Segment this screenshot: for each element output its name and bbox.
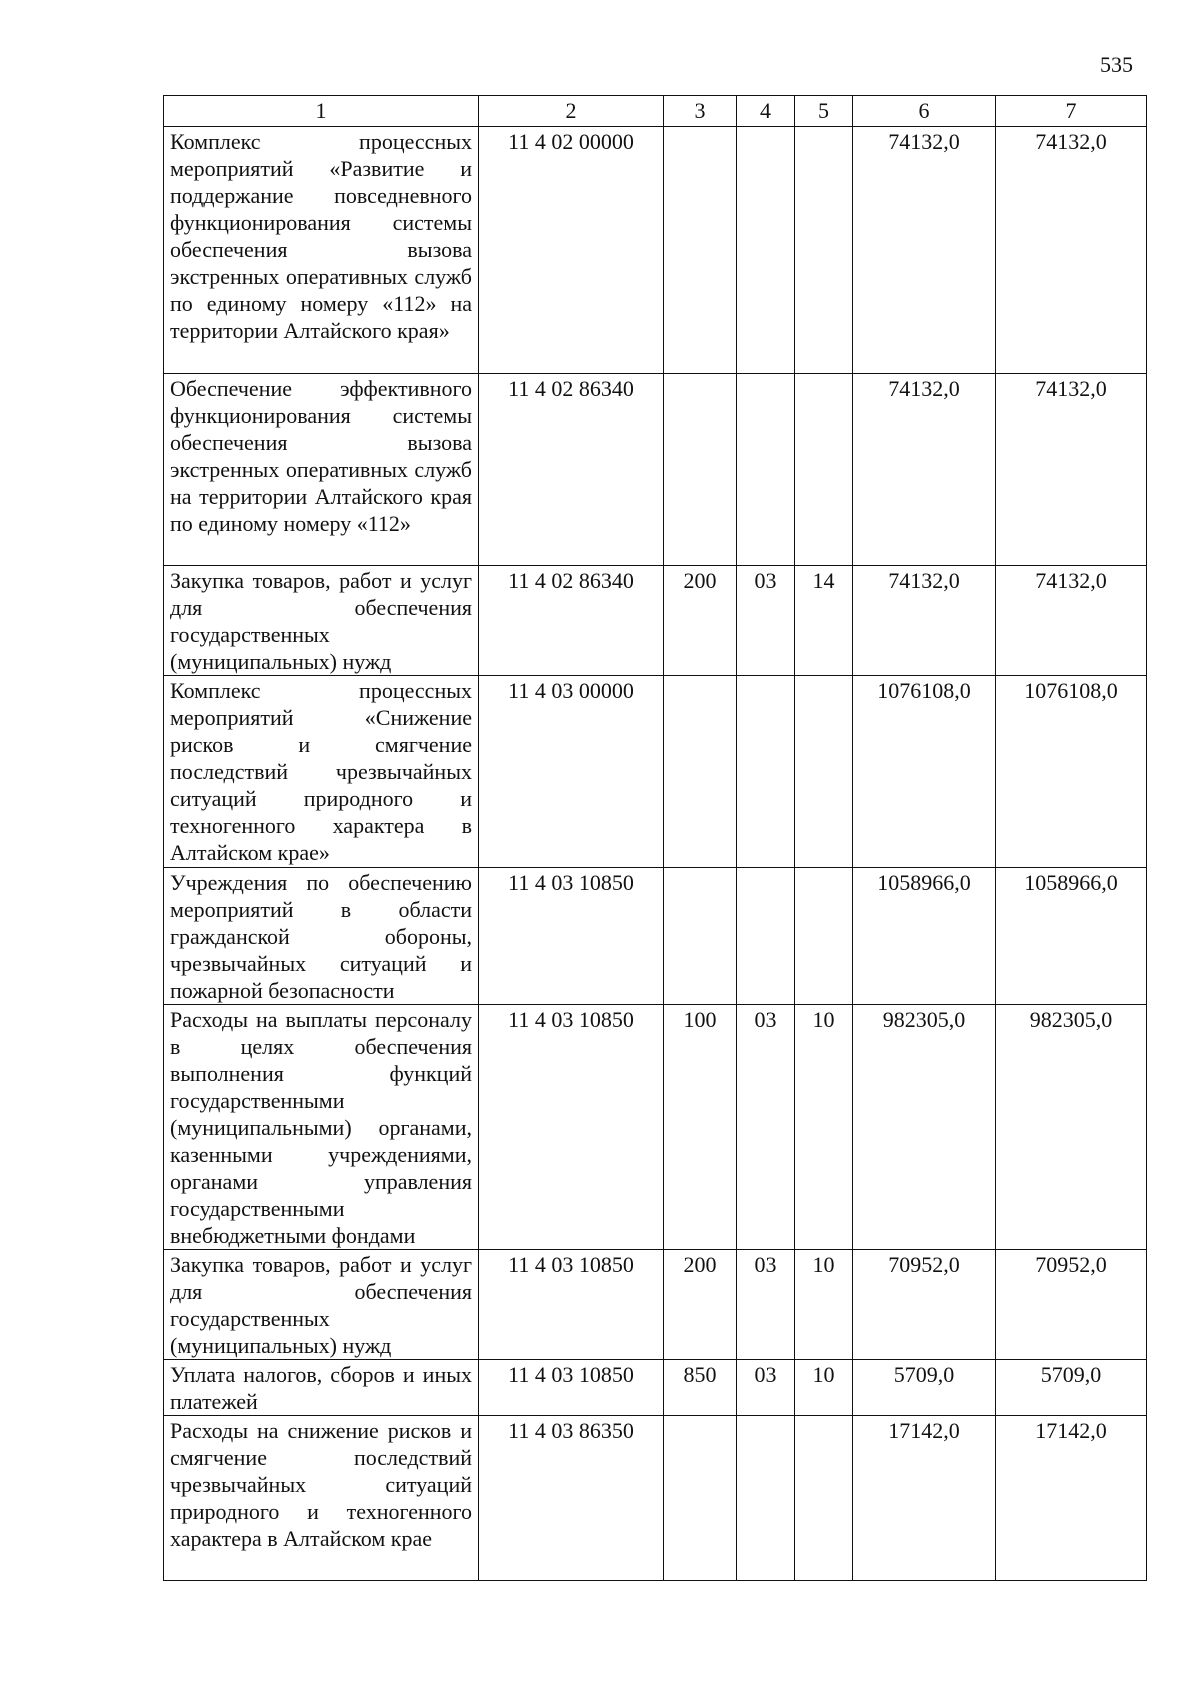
row-col4 <box>737 374 795 566</box>
row-col6: 70952,0 <box>853 1250 996 1360</box>
row-code: 11 4 03 86350 <box>479 1416 664 1581</box>
table-row <box>164 374 1147 566</box>
col-header-1: 1 <box>164 96 479 127</box>
row-col6: 74132,0 <box>853 127 996 374</box>
row-col4: 03 <box>737 1005 795 1250</box>
row-col4: 03 <box>737 1250 795 1360</box>
row-col7: 1076108,0 <box>996 676 1147 868</box>
table-row <box>164 127 1147 374</box>
row-col6: 982305,0 <box>853 1005 996 1250</box>
row-col7: 982305,0 <box>996 1005 1147 1250</box>
col-header-2: 2 <box>479 96 664 127</box>
col-header-7: 7 <box>996 96 1147 127</box>
row-col4: 03 <box>737 1360 795 1416</box>
row-col3 <box>664 1416 737 1581</box>
row-col5: 10 <box>795 1005 853 1250</box>
row-col7: 70952,0 <box>996 1250 1147 1360</box>
row-code: 11 4 02 00000 <box>479 127 664 374</box>
row-col6: 1058966,0 <box>853 868 996 1005</box>
table-row <box>164 1005 1147 1250</box>
row-col5: 10 <box>795 1250 853 1360</box>
row-col5: 14 <box>795 566 853 676</box>
col-header-4: 4 <box>737 96 795 127</box>
table-row <box>164 1250 1147 1360</box>
row-col4: 03 <box>737 566 795 676</box>
row-col6: 74132,0 <box>853 374 996 566</box>
row-code: 11 4 03 10850 <box>479 1005 664 1250</box>
col-header-5: 5 <box>795 96 853 127</box>
table-row <box>164 868 1147 1005</box>
row-col3 <box>664 374 737 566</box>
row-name: Комплекс процессных мероприятий «Снижение рисков и смягчение последствий чрезвычайных ситуаций природного и техногенного характера в Алтайском крае» <box>164 676 479 868</box>
row-col3: 200 <box>664 1250 737 1360</box>
row-col7: 5709,0 <box>996 1360 1147 1416</box>
table-row <box>164 566 1147 676</box>
row-code: 11 4 02 86340 <box>479 566 664 676</box>
row-col6: 5709,0 <box>853 1360 996 1416</box>
row-col3 <box>664 868 737 1005</box>
row-col5 <box>795 374 853 566</box>
row-code: 11 4 03 00000 <box>479 676 664 868</box>
row-col7: 17142,0 <box>996 1416 1147 1581</box>
row-col7: 1058966,0 <box>996 868 1147 1005</box>
row-col3: 200 <box>664 566 737 676</box>
row-col5 <box>795 676 853 868</box>
row-col3: 850 <box>664 1360 737 1416</box>
row-name: Обеспечение эффективного функционирования системы обеспечения вызова экстренных оперативных служб на территории Алтайского края по единому номеру «112» <box>164 374 479 566</box>
row-col4 <box>737 127 795 374</box>
page-number: 535 <box>1100 52 1133 77</box>
row-code: 11 4 03 10850 <box>479 1360 664 1416</box>
row-col6: 17142,0 <box>853 1416 996 1581</box>
row-col3 <box>664 676 737 868</box>
row-col7: 74132,0 <box>996 127 1147 374</box>
row-col3 <box>664 127 737 374</box>
row-name: Уплата налогов, сборов и иных платежей <box>164 1360 479 1416</box>
row-col5 <box>795 868 853 1005</box>
row-col6: 1076108,0 <box>853 676 996 868</box>
row-col5: 10 <box>795 1360 853 1416</box>
row-name: Учреждения по обеспечению мероприятий в области гражданской обороны, чрезвычайных ситуаций и пожарной безопасности <box>164 868 479 1005</box>
row-col3: 100 <box>664 1005 737 1250</box>
row-col7: 74132,0 <box>996 374 1147 566</box>
row-col7: 74132,0 <box>996 566 1147 676</box>
col-header-3: 3 <box>664 96 737 127</box>
row-name: Расходы на выплаты персоналу в целях обеспечения выполнения функций государственными (муниципальными) органами, казенными учреждениями, органами управления государственными внебюджетными фондами <box>164 1005 479 1250</box>
header-row <box>164 96 1147 127</box>
row-name: Закупка товаров, работ и услуг для обеспечения государственных (муниципальных) нужд <box>164 1250 479 1360</box>
table-row <box>164 1360 1147 1416</box>
table-row <box>164 676 1147 868</box>
col-header-6: 6 <box>853 96 996 127</box>
row-code: 11 4 03 10850 <box>479 868 664 1005</box>
budget-table <box>163 95 1147 1581</box>
table-row <box>164 1416 1147 1581</box>
row-col6: 74132,0 <box>853 566 996 676</box>
row-name: Комплекс процессных мероприятий «Развитие и поддержание повседневного функционирования системы обеспечения вызова экстренных оперативных служб по единому номеру «112» на территории Алтайского края» <box>164 127 479 374</box>
row-col4 <box>737 868 795 1005</box>
row-col4 <box>737 1416 795 1581</box>
row-code: 11 4 02 86340 <box>479 374 664 566</box>
row-name: Расходы на снижение рисков и смягчение последствий чрезвычайных ситуаций природного и техногенного характера в Алтайском крае <box>164 1416 479 1581</box>
row-name: Закупка товаров, работ и услуг для обеспечения государственных (муниципальных) нужд <box>164 566 479 676</box>
row-col5 <box>795 127 853 374</box>
row-col4 <box>737 676 795 868</box>
row-col5 <box>795 1416 853 1581</box>
row-code: 11 4 03 10850 <box>479 1250 664 1360</box>
